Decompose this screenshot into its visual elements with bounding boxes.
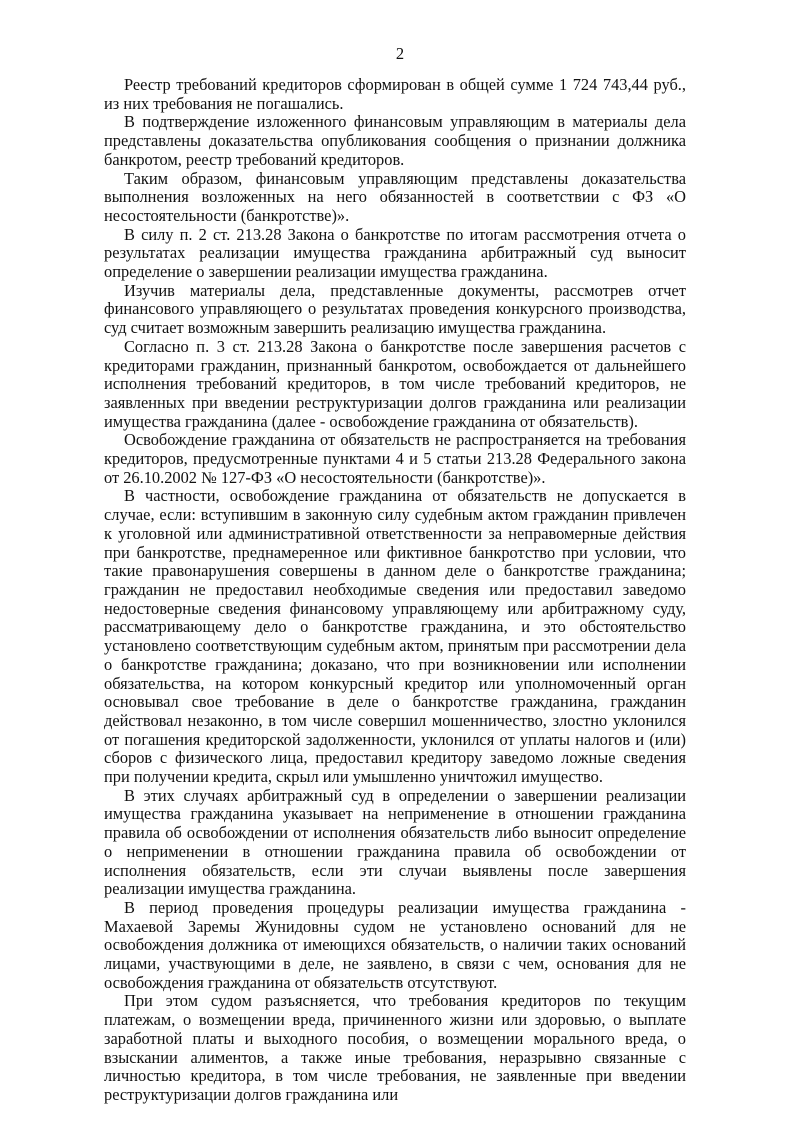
paragraph-registry-sum: Реестр требований кредиторов сформирован в общей сумме 1 724 743,44 руб., из них требования не погашались.	[104, 75, 686, 113]
paragraph-court-decision: Изучив материалы дела, представленные документы, рассмотрев отчет финансового управляющего о результатах проведения конкурсного производства, суд считает возможным завершить реализацию имущества гражданина.	[104, 280, 686, 338]
paragraph-exemption-limits: Освобождение гражданина от обязательств не распространяется на требования кредиторов, предусмотренные пунктами 4 и 5 статьи 213.28 Федерального закона от 26.10.2002 № 127-ФЗ «О несостоятельности (банкротстве)».	[104, 430, 686, 487]
paragraph-duties-fulfilled: Таким образом, финансовым управляющим представлены доказательства выполнения возложенных на него обязанностей в соответствии с ФЗ «О несостоятельности (банкротстве)».	[104, 168, 686, 225]
document-body	[104, 76, 686, 1105]
paragraph-evidence-publication: В подтверждение изложенного финансовым управляющим в материалы дела представлены доказательства опубликования сообщения о признании должника банкротом, реестр требований кредиторов.	[104, 112, 686, 169]
paragraph-exemption-exceptions: В частности, освобождение гражданина от обязательств не допускается в случае, если: вступившим в законную силу судебным актом гражданин привлечен к уголовной или административной ответственности за неправомерные действия при банкротстве, преднамеренное или фиктивное банкротство при условии, что такие правонарушения совершены в данном деле о банкротстве гражданина; гражданин не предоставил необходимые сведения или предоставил заведомо недостоверные сведения финансовому управляющему или арбитражному суду, рассматривающему дело о банкротстве гражданина, и это обстоятельство установлено соответствующим судебным актом, принятым при рассмотрении дела о банкротстве гражданина; доказано, что при возникновении или исполнении обязательства, на котором конкурсный кредитор или уполномоченный орган основывал свое требование в деле о банкротстве гражданина, гражданин действовал незаконно, в том числе совершил мошенничество, злостно уклонился от погашения кредиторской задолженности, уклонился от уплаты налогов и (или) сборов с физического лица, предоставил кредитору заведомо ложные сведения при получении кредита, скрыл или умышленно уничтожил имущество.	[104, 486, 686, 787]
paragraph-art-213-28-p2: В силу п. 2 ст. 213.28 Закона о банкротстве по итогам рассмотрения отчета о результатах реализации имущества гражданина арбитражный суд выносит определение о завершении реализации имущества гражданина.	[104, 224, 686, 282]
paragraph-art-213-28-p3: Согласно п. 3 ст. 213.28 Закона о банкротстве после завершения расчетов с кредиторами гражданин, признанный банкротом, освобождается от дальнейшего исполнения требований кредиторов, в том числе требований кредиторов, не заявленных при введении реструктуризации долгов гражданина или реализации имущества гражданина (далее - освобождение гражданина от обязательств).	[104, 336, 686, 431]
paragraph-court-clarification: При этом судом разъясняется, что требования кредиторов по текущим платежам, о возмещении вреда, причиненного жизни или здоровью, о выплате заработной платы и выходного пособия, о возмещении морального вреда, о взыскании алиментов, а также иные требования, неразрывно связанные с личностью кредитора, в том числе требования, не заявленные при введении реструктуризации долгов гражданина или	[104, 991, 686, 1104]
paragraph-non-application: В этих случаях арбитражный суд в определении о завершении реализации имущества гражданина указывает на неприменение в отношении гражданина правила об освобождении от исполнения обязательств либо выносит определение о неприменении в отношении гражданина правила об освобождении от исполнения обязательств, если эти случаи выявлены после завершения реализации имущества гражданина.	[104, 785, 686, 899]
paragraph-debtor-findings: В период проведения процедуры реализации имущества гражданина - Махаевой Заремы Жунидовны судом не установлено оснований для не освобождения должника от имеющихся обязательств, о наличии таких оснований лицами, участвующими в деле, не заявлено, в связи с чем, основания для не освобождения гражданина от обязательств отсутствуют.	[104, 897, 686, 992]
page-number: 2	[395, 44, 405, 63]
